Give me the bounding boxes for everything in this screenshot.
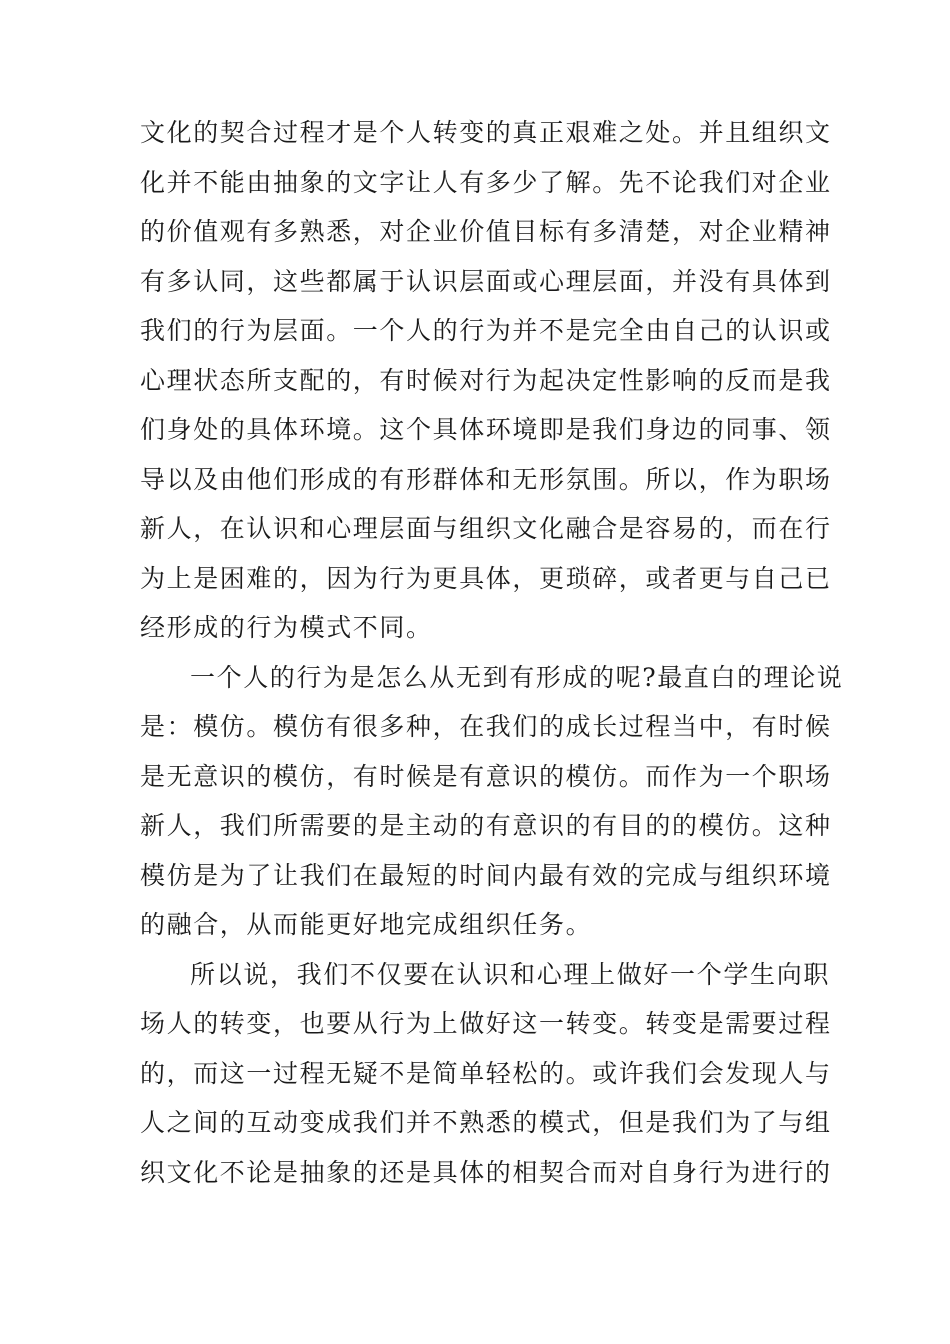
text-line: 的价值观有多熟悉，对企业价值目标有多清楚，对企业精神 bbox=[140, 217, 832, 246]
text-line: 场人的转变，也要从行为上做好这一转变。转变是需要过程 bbox=[140, 1009, 832, 1038]
text-line: 为上是困难的，因为行为更具体，更琐碎，或者更与自己已 bbox=[140, 563, 832, 593]
text-line: 是：模仿。模仿有很多种，在我们的成长过程当中，有时候 bbox=[140, 712, 832, 741]
text-line: 模仿是为了让我们在最短的时间内最有效的完成与组织环境 bbox=[140, 860, 832, 890]
text-line: 我们的行为层面。一个人的行为并不是完全由自己的认识或 bbox=[140, 316, 832, 345]
paragraph-3 bbox=[140, 950, 830, 1198]
text-line: 们身处的具体环境。这个具体环境即是我们身边的同事、领 bbox=[140, 415, 832, 444]
text-line: 一个人的行为是怎么从无到有形成的呢?最直白的理论说 bbox=[190, 662, 844, 692]
paragraph-1 bbox=[140, 108, 830, 653]
text-line: 的融合，从而能更好地完成组织任务。 bbox=[140, 910, 593, 939]
text-line: 是无意识的模仿，有时候是有意识的模仿。而作为一个职场 bbox=[140, 761, 832, 791]
text-line: 的，而这一过程无疑不是简单轻松的。或许我们会发现人与 bbox=[140, 1058, 832, 1088]
text-line: 新人，我们所需要的是主动的有意识的有目的的模仿。这种 bbox=[140, 811, 832, 840]
text-line: 化并不能由抽象的文字让人有多少了解。先不论我们对企业 bbox=[140, 167, 832, 197]
paragraph-2 bbox=[140, 653, 844, 950]
text-line: 文化的契合过程才是个人转变的真正艰难之处。并且组织文 bbox=[140, 118, 832, 147]
text-line: 人之间的互动变成我们并不熟悉的模式，但是我们为了与组 bbox=[140, 1108, 832, 1137]
text-line: 新人，在认识和心理层面与组织文化融合是容易的，而在行 bbox=[140, 514, 832, 543]
text-line: 心理状态所支配的，有时候对行为起决定性影响的反而是我 bbox=[140, 365, 832, 395]
text-line: 所以说，我们不仅要在认识和心理上做好一个学生向职 bbox=[190, 959, 830, 989]
text-line: 有多认同，这些都属于认识层面或心理层面，并没有具体到 bbox=[140, 266, 832, 296]
text-line: 经形成的行为模式不同。 bbox=[140, 613, 433, 642]
text-line: 织文化不论是抽象的还是具体的相契合而对自身行为进行的 bbox=[140, 1157, 832, 1187]
text-line: 导以及由他们形成的有形群体和无形氛围。所以，作为职场 bbox=[140, 464, 832, 494]
document-body bbox=[140, 108, 844, 1197]
